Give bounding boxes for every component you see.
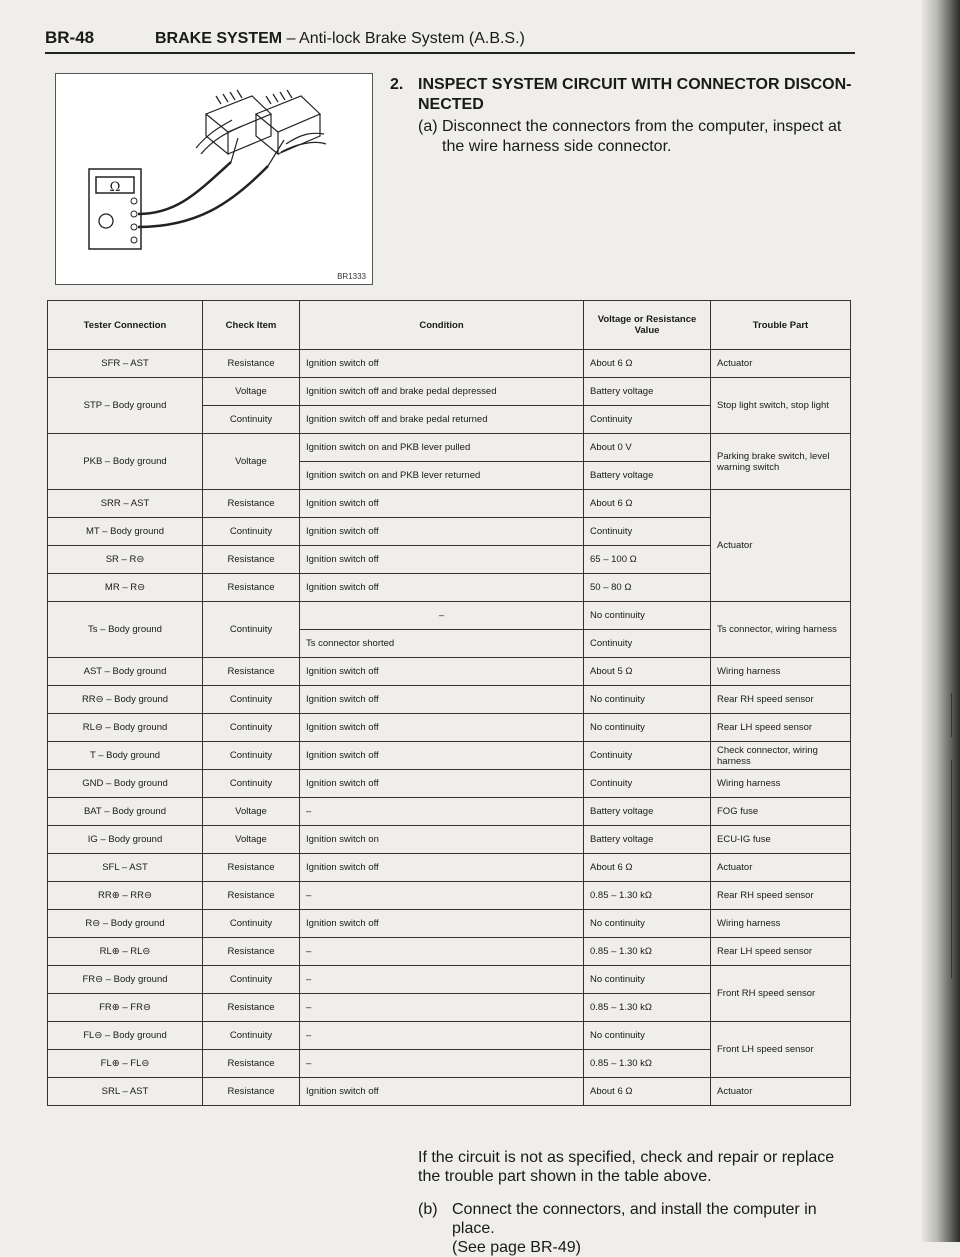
table-row: [48, 938, 851, 966]
substep-b-label: (b): [418, 1201, 438, 1218]
cell-value: No continuity: [584, 1022, 711, 1050]
cell-check: Continuity: [203, 770, 300, 798]
page-reference: (See page BR-49): [452, 1239, 581, 1256]
table-row: [48, 378, 851, 406]
cell-tester: R⊖ – Body ground: [48, 910, 203, 938]
cell-condition: –: [300, 1050, 584, 1078]
page-number: BR-48: [45, 28, 95, 47]
cell-condition: Ignition switch off: [300, 742, 584, 770]
cell-tester: RR⊕ – RR⊖: [48, 882, 203, 910]
table-row: [48, 1022, 851, 1050]
cell-condition: –: [300, 966, 584, 994]
table-row: [48, 658, 851, 686]
ohmmeter-illustration: [55, 73, 373, 285]
cell-value: 0.85 – 1.30 kΩ: [584, 882, 711, 910]
cell-condition: –: [300, 1022, 584, 1050]
cell-condition: Ignition switch off: [300, 350, 584, 378]
cell-tester: FR⊕ – FR⊖: [48, 994, 203, 1022]
table-row: [48, 714, 851, 742]
cell-trouble: Front RH speed sensor: [711, 966, 851, 1022]
cell-value: Battery voltage: [584, 798, 711, 826]
cell-tester: FR⊖ – Body ground: [48, 966, 203, 994]
cell-check: Continuity: [203, 602, 300, 658]
substep-a-label: (a): [418, 118, 438, 135]
cell-condition: Ignition switch off: [300, 490, 584, 518]
cell-value: 0.85 – 1.30 kΩ: [584, 938, 711, 966]
cell-tester: IG – Body ground: [48, 826, 203, 854]
table-row: [48, 602, 851, 630]
cell-check: Voltage: [203, 434, 300, 490]
cell-tester: RR⊖ – Body ground: [48, 686, 203, 714]
cell-value: Battery voltage: [584, 378, 711, 406]
col-header-trouble: Trouble Part: [711, 301, 851, 350]
cell-value: About 5 Ω: [584, 658, 711, 686]
table-row: [48, 686, 851, 714]
substep-a-text: Disconnect the connectors from the computer, inspect at the wire harness side connector.: [442, 118, 842, 155]
cell-trouble: Rear RH speed sensor: [711, 686, 851, 714]
cell-condition: Ignition switch off and brake pedal returned: [300, 406, 584, 434]
cell-check: Continuity: [203, 742, 300, 770]
cell-tester: STP – Body ground: [48, 378, 203, 434]
cell-trouble: Actuator: [711, 490, 851, 602]
cell-condition: –: [300, 994, 584, 1022]
col-header-condition: Condition: [300, 301, 584, 350]
cell-tester: SR – R⊖: [48, 546, 203, 574]
cell-condition: Ignition switch off: [300, 546, 584, 574]
substep-b-text: Connect the connectors, and install the computer in place.: [452, 1201, 817, 1237]
cell-value: No continuity: [584, 686, 711, 714]
cell-condition: Ts connector shorted: [300, 630, 584, 658]
cell-trouble: Actuator: [711, 1078, 851, 1106]
table-header-row: [48, 301, 851, 350]
cell-condition: Ignition switch off and brake pedal depressed: [300, 378, 584, 406]
cell-check: Resistance: [203, 490, 300, 518]
cell-condition: Ignition switch off: [300, 518, 584, 546]
table-row: [48, 350, 851, 378]
cell-check: Continuity: [203, 910, 300, 938]
cell-check: Resistance: [203, 1078, 300, 1106]
table-row: [48, 434, 851, 462]
page-header: [45, 22, 855, 52]
cell-check: Resistance: [203, 546, 300, 574]
step-number: 2.: [390, 76, 404, 93]
table-row: [48, 854, 851, 882]
cell-condition: –: [300, 882, 584, 910]
cell-trouble: Rear RH speed sensor: [711, 882, 851, 910]
cell-check: Resistance: [203, 658, 300, 686]
cell-tester: SRL – AST: [48, 1078, 203, 1106]
table-row: [48, 490, 851, 518]
cell-tester: SRR – AST: [48, 490, 203, 518]
col-header-check: Check Item: [203, 301, 300, 350]
cell-value: Battery voltage: [584, 826, 711, 854]
cell-value: No continuity: [584, 910, 711, 938]
cell-tester: RL⊖ – Body ground: [48, 714, 203, 742]
cell-check: Continuity: [203, 966, 300, 994]
cell-condition: –: [300, 938, 584, 966]
cell-condition: Ignition switch off: [300, 854, 584, 882]
cell-trouble: Rear LH speed sensor: [711, 714, 851, 742]
ohmmeter-connector-drawing: [56, 74, 372, 284]
cell-check: Voltage: [203, 798, 300, 826]
cell-value: 65 – 100 Ω: [584, 546, 711, 574]
cell-tester: GND – Body ground: [48, 770, 203, 798]
table-row: [48, 770, 851, 798]
cell-tester: FL⊕ – FL⊖: [48, 1050, 203, 1078]
cell-trouble: Actuator: [711, 854, 851, 882]
cell-trouble: FOG fuse: [711, 798, 851, 826]
cell-trouble: Wiring harness: [711, 770, 851, 798]
cell-value: Continuity: [584, 630, 711, 658]
cell-tester: SFR – AST: [48, 350, 203, 378]
section-title: [155, 30, 525, 48]
ohm-symbol: Ω: [109, 180, 121, 195]
cell-tester: MR – R⊖: [48, 574, 203, 602]
footer-instructions: [418, 1148, 858, 1256]
cell-condition: Ignition switch off: [300, 770, 584, 798]
section-name: BRAKE SYSTEM: [155, 30, 283, 47]
cell-tester: MT – Body ground: [48, 518, 203, 546]
cell-value: Continuity: [584, 406, 711, 434]
cell-condition: Ignition switch on and PKB lever returned: [300, 462, 584, 490]
cell-trouble: Rear LH speed sensor: [711, 938, 851, 966]
cell-check: Voltage: [203, 378, 300, 406]
cell-value: 0.85 – 1.30 kΩ: [584, 1050, 711, 1078]
binding-edge: [922, 0, 960, 1242]
cell-condition: Ignition switch on: [300, 826, 584, 854]
cell-trouble: ECU-IG fuse: [711, 826, 851, 854]
table-row: [48, 882, 851, 910]
cell-check: Resistance: [203, 854, 300, 882]
page-tab-marker: [951, 760, 960, 978]
header-rule: [45, 52, 855, 54]
cell-value: Continuity: [584, 742, 711, 770]
cell-condition: Ignition switch off: [300, 910, 584, 938]
cell-trouble: Check connector, wiring harness: [711, 742, 851, 770]
cell-tester: RL⊕ – RL⊖: [48, 938, 203, 966]
cell-check: Resistance: [203, 350, 300, 378]
cell-check: Resistance: [203, 882, 300, 910]
cell-condition: Ignition switch off: [300, 574, 584, 602]
cell-condition: Ignition switch off: [300, 658, 584, 686]
col-header-tester: Tester Connection: [48, 301, 203, 350]
cell-value: 50 – 80 Ω: [584, 574, 711, 602]
cell-check: Continuity: [203, 714, 300, 742]
table-row: [48, 1078, 851, 1106]
cell-trouble: Wiring harness: [711, 910, 851, 938]
table-row: [48, 966, 851, 994]
inspection-table: [47, 300, 851, 1106]
cell-trouble: Front LH speed sensor: [711, 1022, 851, 1078]
table-row: [48, 742, 851, 770]
section-subtitle: – Anti-lock Brake System (A.B.S.): [286, 30, 525, 47]
cell-check: Continuity: [203, 686, 300, 714]
cell-condition: –: [300, 602, 584, 630]
cell-tester: BAT – Body ground: [48, 798, 203, 826]
cell-value: No continuity: [584, 714, 711, 742]
cell-check: Resistance: [203, 994, 300, 1022]
cell-value: About 6 Ω: [584, 490, 711, 518]
cell-value: About 0 V: [584, 434, 711, 462]
cell-condition: Ignition switch off: [300, 686, 584, 714]
table-row: [48, 798, 851, 826]
col-header-value: Voltage or Resistance Value: [584, 301, 711, 350]
cell-value: Continuity: [584, 518, 711, 546]
cell-check: Resistance: [203, 938, 300, 966]
cell-value: About 6 Ω: [584, 350, 711, 378]
cell-value: About 6 Ω: [584, 854, 711, 882]
cell-value: No continuity: [584, 602, 711, 630]
cell-check: Continuity: [203, 518, 300, 546]
cell-trouble: Ts connector, wiring harness: [711, 602, 851, 658]
cell-tester: Ts – Body ground: [48, 602, 203, 658]
cell-value: 0.85 – 1.30 kΩ: [584, 994, 711, 1022]
page-tab-marker: [951, 693, 960, 737]
cell-value: Battery voltage: [584, 462, 711, 490]
step-heading: INSPECT SYSTEM CIRCUIT WITH CONNECTOR DISCON-NECTED: [418, 76, 852, 113]
cell-check: Resistance: [203, 1050, 300, 1078]
cell-condition: –: [300, 798, 584, 826]
cell-trouble: Wiring harness: [711, 658, 851, 686]
cell-condition: Ignition switch off: [300, 714, 584, 742]
footer-note: If the circuit is not as specified, check and repair or replace the trouble part shown in the table above.: [418, 1149, 835, 1185]
cell-value: No continuity: [584, 966, 711, 994]
table-row: [48, 910, 851, 938]
cell-check: Voltage: [203, 826, 300, 854]
cell-tester: SFL – AST: [48, 854, 203, 882]
cell-value: About 6 Ω: [584, 1078, 711, 1106]
cell-check: Continuity: [203, 406, 300, 434]
figure-code: BR1333: [337, 272, 366, 281]
table-row: [48, 826, 851, 854]
cell-condition: Ignition switch on and PKB lever pulled: [300, 434, 584, 462]
cell-tester: T – Body ground: [48, 742, 203, 770]
cell-trouble: Stop light switch, stop light: [711, 378, 851, 434]
cell-tester: PKB – Body ground: [48, 434, 203, 490]
cell-check: Resistance: [203, 574, 300, 602]
cell-trouble: Actuator: [711, 350, 851, 378]
cell-tester: FL⊖ – Body ground: [48, 1022, 203, 1050]
cell-value: Continuity: [584, 770, 711, 798]
cell-tester: AST – Body ground: [48, 658, 203, 686]
cell-check: Continuity: [203, 1022, 300, 1050]
cell-condition: Ignition switch off: [300, 1078, 584, 1106]
cell-trouble: Parking brake switch, level warning switch: [711, 434, 851, 490]
